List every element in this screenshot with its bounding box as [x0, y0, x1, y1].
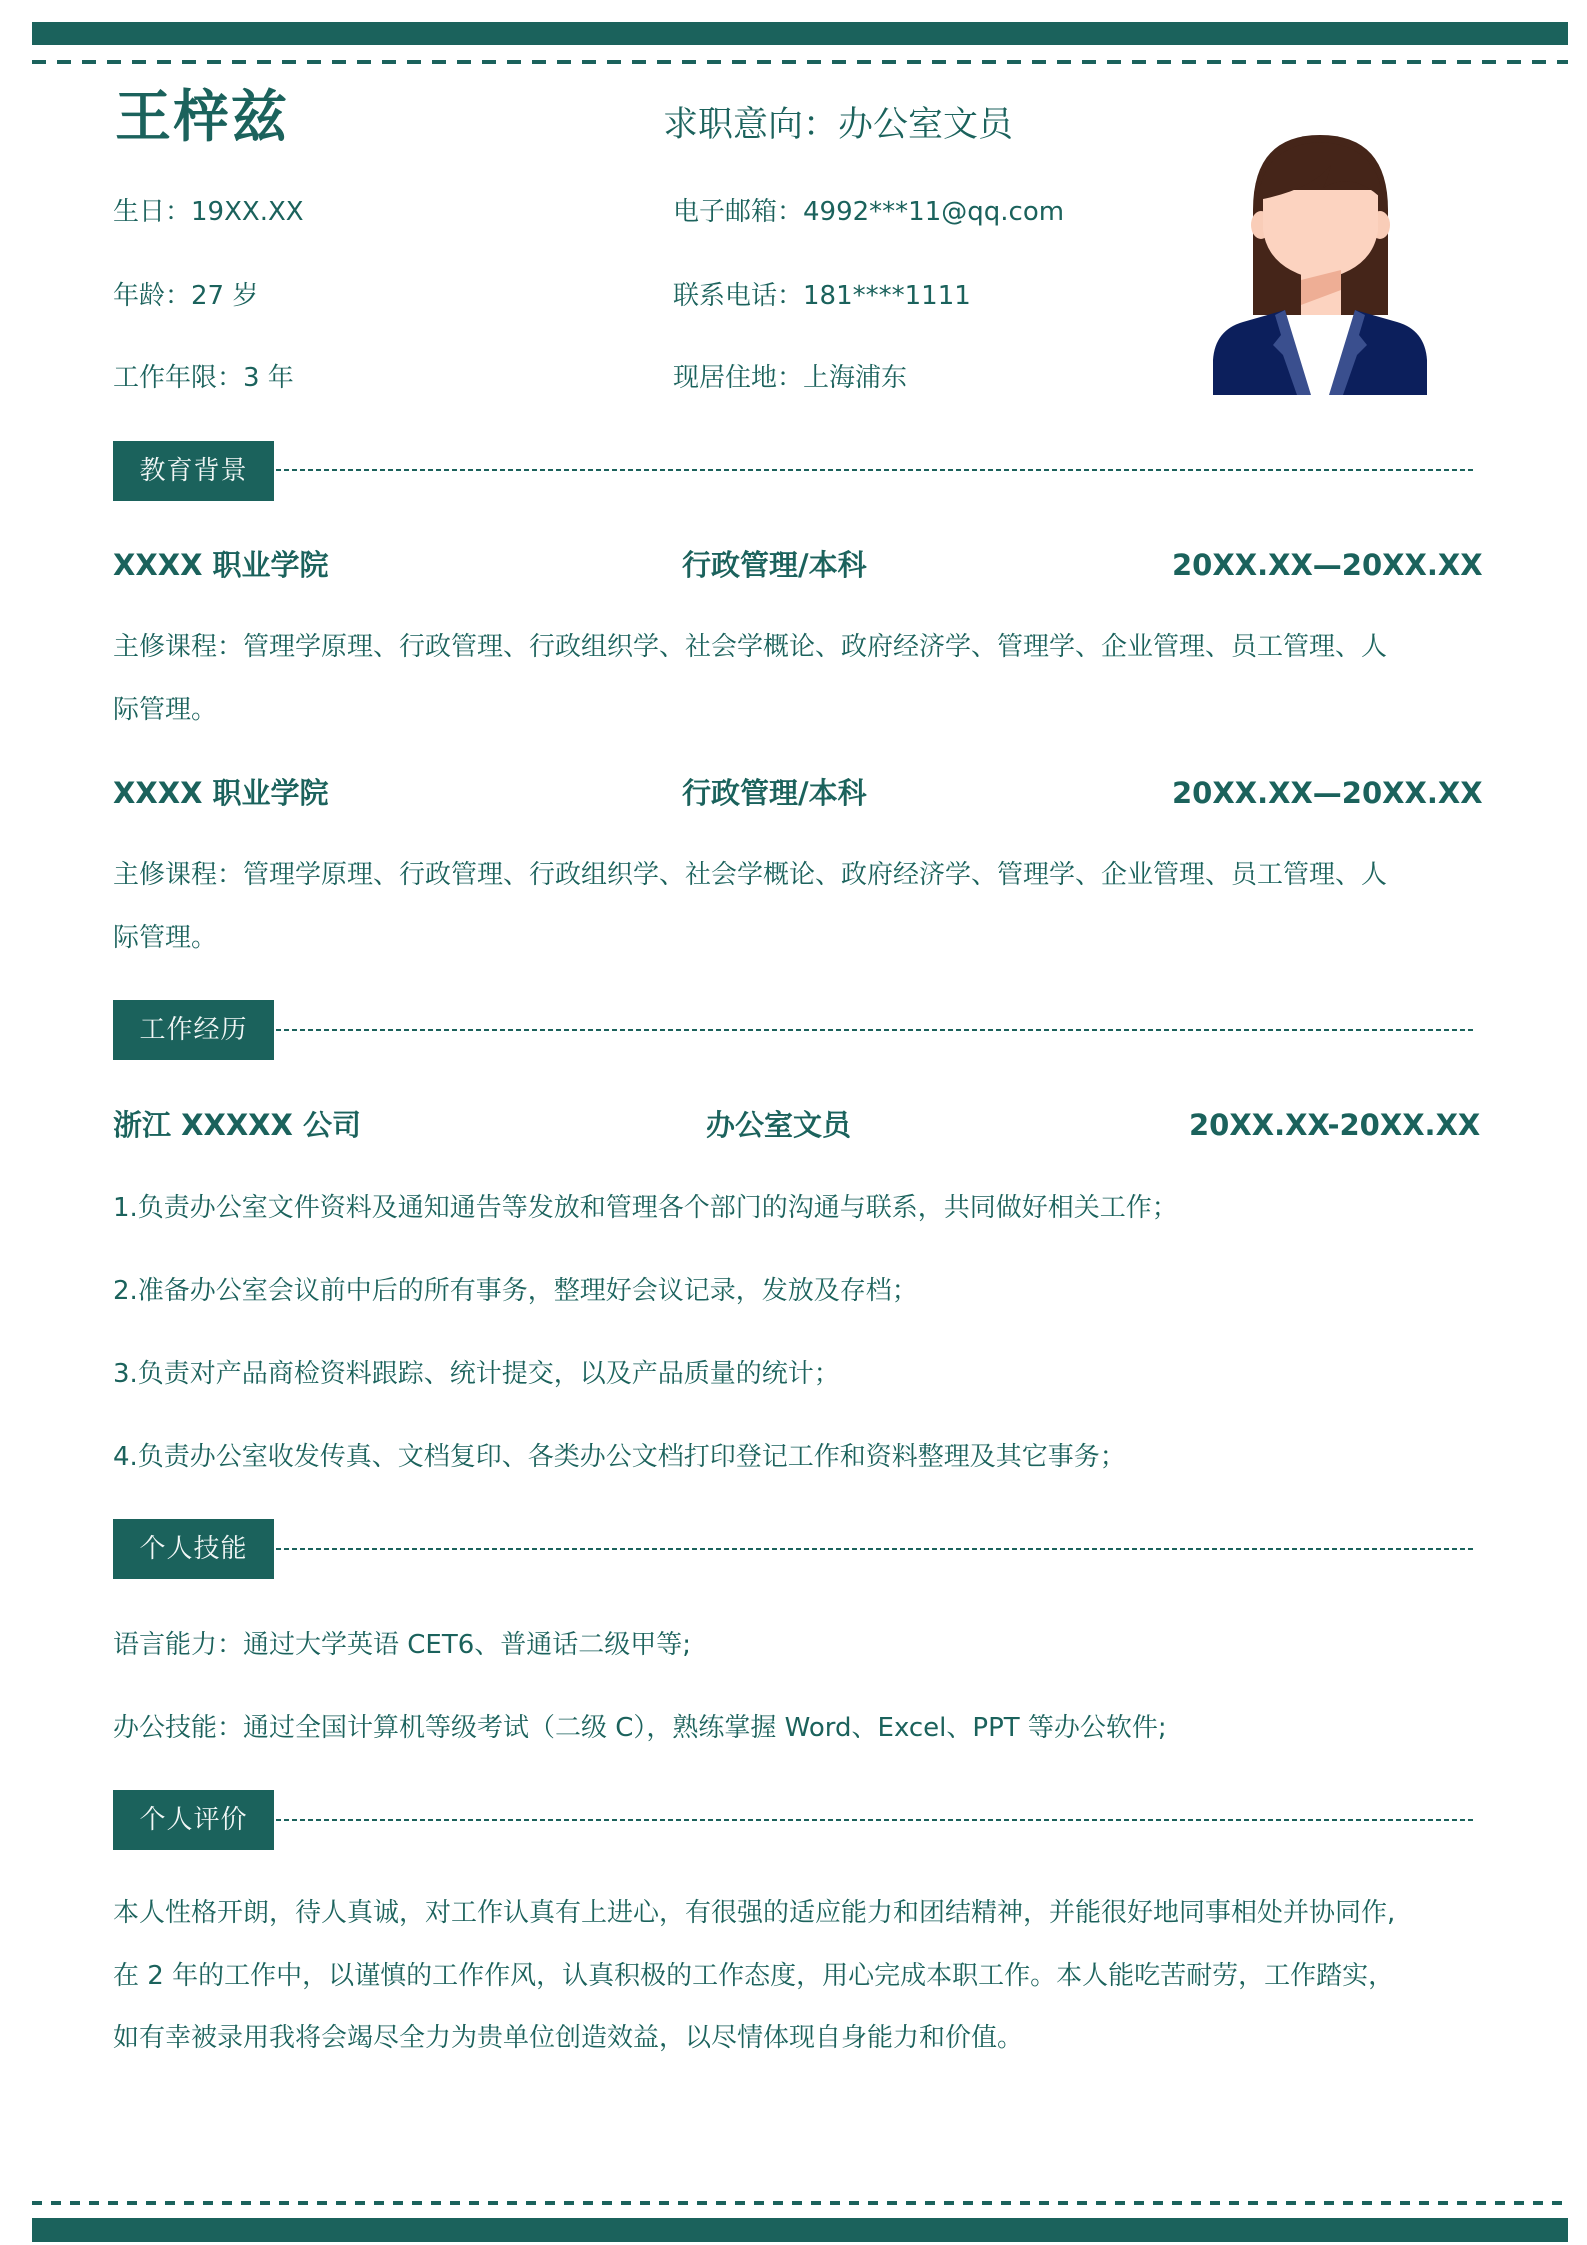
work-duty-item: 3.负责对产品商检资料跟踪、统计提交，以及产品质量的统计；	[113, 1359, 840, 1389]
edu-courses-cont: 际管理。	[113, 695, 218, 725]
info-email: 电子邮箱：4992***11@qq.com	[673, 197, 1065, 227]
top-dashed-divider	[32, 60, 1568, 64]
bottom-dashed-divider	[32, 2201, 1568, 2205]
work-period: 20XX.XX-20XX.XX	[1189, 1108, 1481, 1142]
job-intention: 求职意向：办公室文员	[663, 105, 1014, 145]
info-age: 年龄：27 岁	[113, 281, 259, 311]
edu-major: 行政管理/本科	[682, 548, 867, 582]
work-company: 浙江 XXXXX 公司	[113, 1108, 361, 1142]
edu-major: 行政管理/本科	[682, 776, 867, 810]
info-work-years: 工作年限：3 年	[113, 363, 294, 393]
section-divider	[276, 1819, 1474, 1821]
bottom-bar	[32, 2218, 1568, 2242]
info-address: 现居住地：上海浦东	[673, 363, 908, 393]
edu-courses: 主修课程：管理学原理、行政管理、行政组织学、社会学概论、政府经济学、管理学、企业管理、员工管理、人	[113, 632, 1388, 662]
female-avatar-icon	[1213, 130, 1427, 395]
skill-language: 语言能力：通过大学英语 CET6、普通话二级甲等;	[113, 1630, 692, 1660]
work-duty-item: 1.负责办公室文件资料及通知通告等发放和管理各个部门的沟通与联系，共同做好相关工作；	[113, 1193, 1178, 1223]
section-label-skills: 个人技能	[113, 1519, 274, 1579]
evaluation-line: 在 2 年的工作中，以谨慎的工作作风，认真积极的工作态度，用心完成本职工作。本人能吃苦耐劳，工作踏实，	[113, 1961, 1395, 1991]
edu-courses-cont: 际管理。	[113, 923, 218, 953]
edu-period: 20XX.XX—20XX.XX	[1172, 776, 1483, 810]
section-label-education: 教育背景	[113, 441, 274, 501]
work-position: 办公室文员	[706, 1108, 852, 1142]
top-bar	[32, 22, 1568, 45]
candidate-name: 王梓兹	[115, 85, 289, 150]
edu-courses: 主修课程：管理学原理、行政管理、行政组织学、社会学概论、政府经济学、管理学、企业管理、员工管理、人	[113, 860, 1388, 890]
section-divider	[276, 1548, 1474, 1550]
section-label-work: 工作经历	[113, 1000, 274, 1060]
info-birthday: 生日：19XX.XX	[113, 197, 304, 227]
section-divider	[276, 1029, 1474, 1031]
edu-period: 20XX.XX—20XX.XX	[1172, 548, 1483, 582]
info-phone: 联系电话：181****1111	[673, 281, 971, 311]
section-label-evaluation: 个人评价	[113, 1790, 274, 1850]
work-duty-item: 2.准备办公室会议前中后的所有事务，整理好会议记录，发放及存档；	[113, 1276, 918, 1306]
section-divider	[276, 469, 1474, 471]
evaluation-line: 如有幸被录用我将会竭尽全力为贵单位创造效益，以尽情体现自身能力和价值。	[113, 2023, 1024, 2053]
edu-school: XXXX 职业学院	[113, 548, 329, 582]
skill-office: 办公技能：通过全国计算机等级考试（二级 C），熟练掌握 Word、Excel、PPT 等办公软件;	[113, 1713, 1167, 1743]
evaluation-line: 本人性格开朗，待人真诚，对工作认真有上进心，有很强的适应能力和团结精神，并能很好地同事相处并协同作,	[113, 1898, 1396, 1928]
work-duty-item: 4.负责办公室收发传真、文档复印、各类办公文档打印登记工作和资料整理及其它事务；	[113, 1442, 1126, 1472]
edu-school: XXXX 职业学院	[113, 776, 329, 810]
